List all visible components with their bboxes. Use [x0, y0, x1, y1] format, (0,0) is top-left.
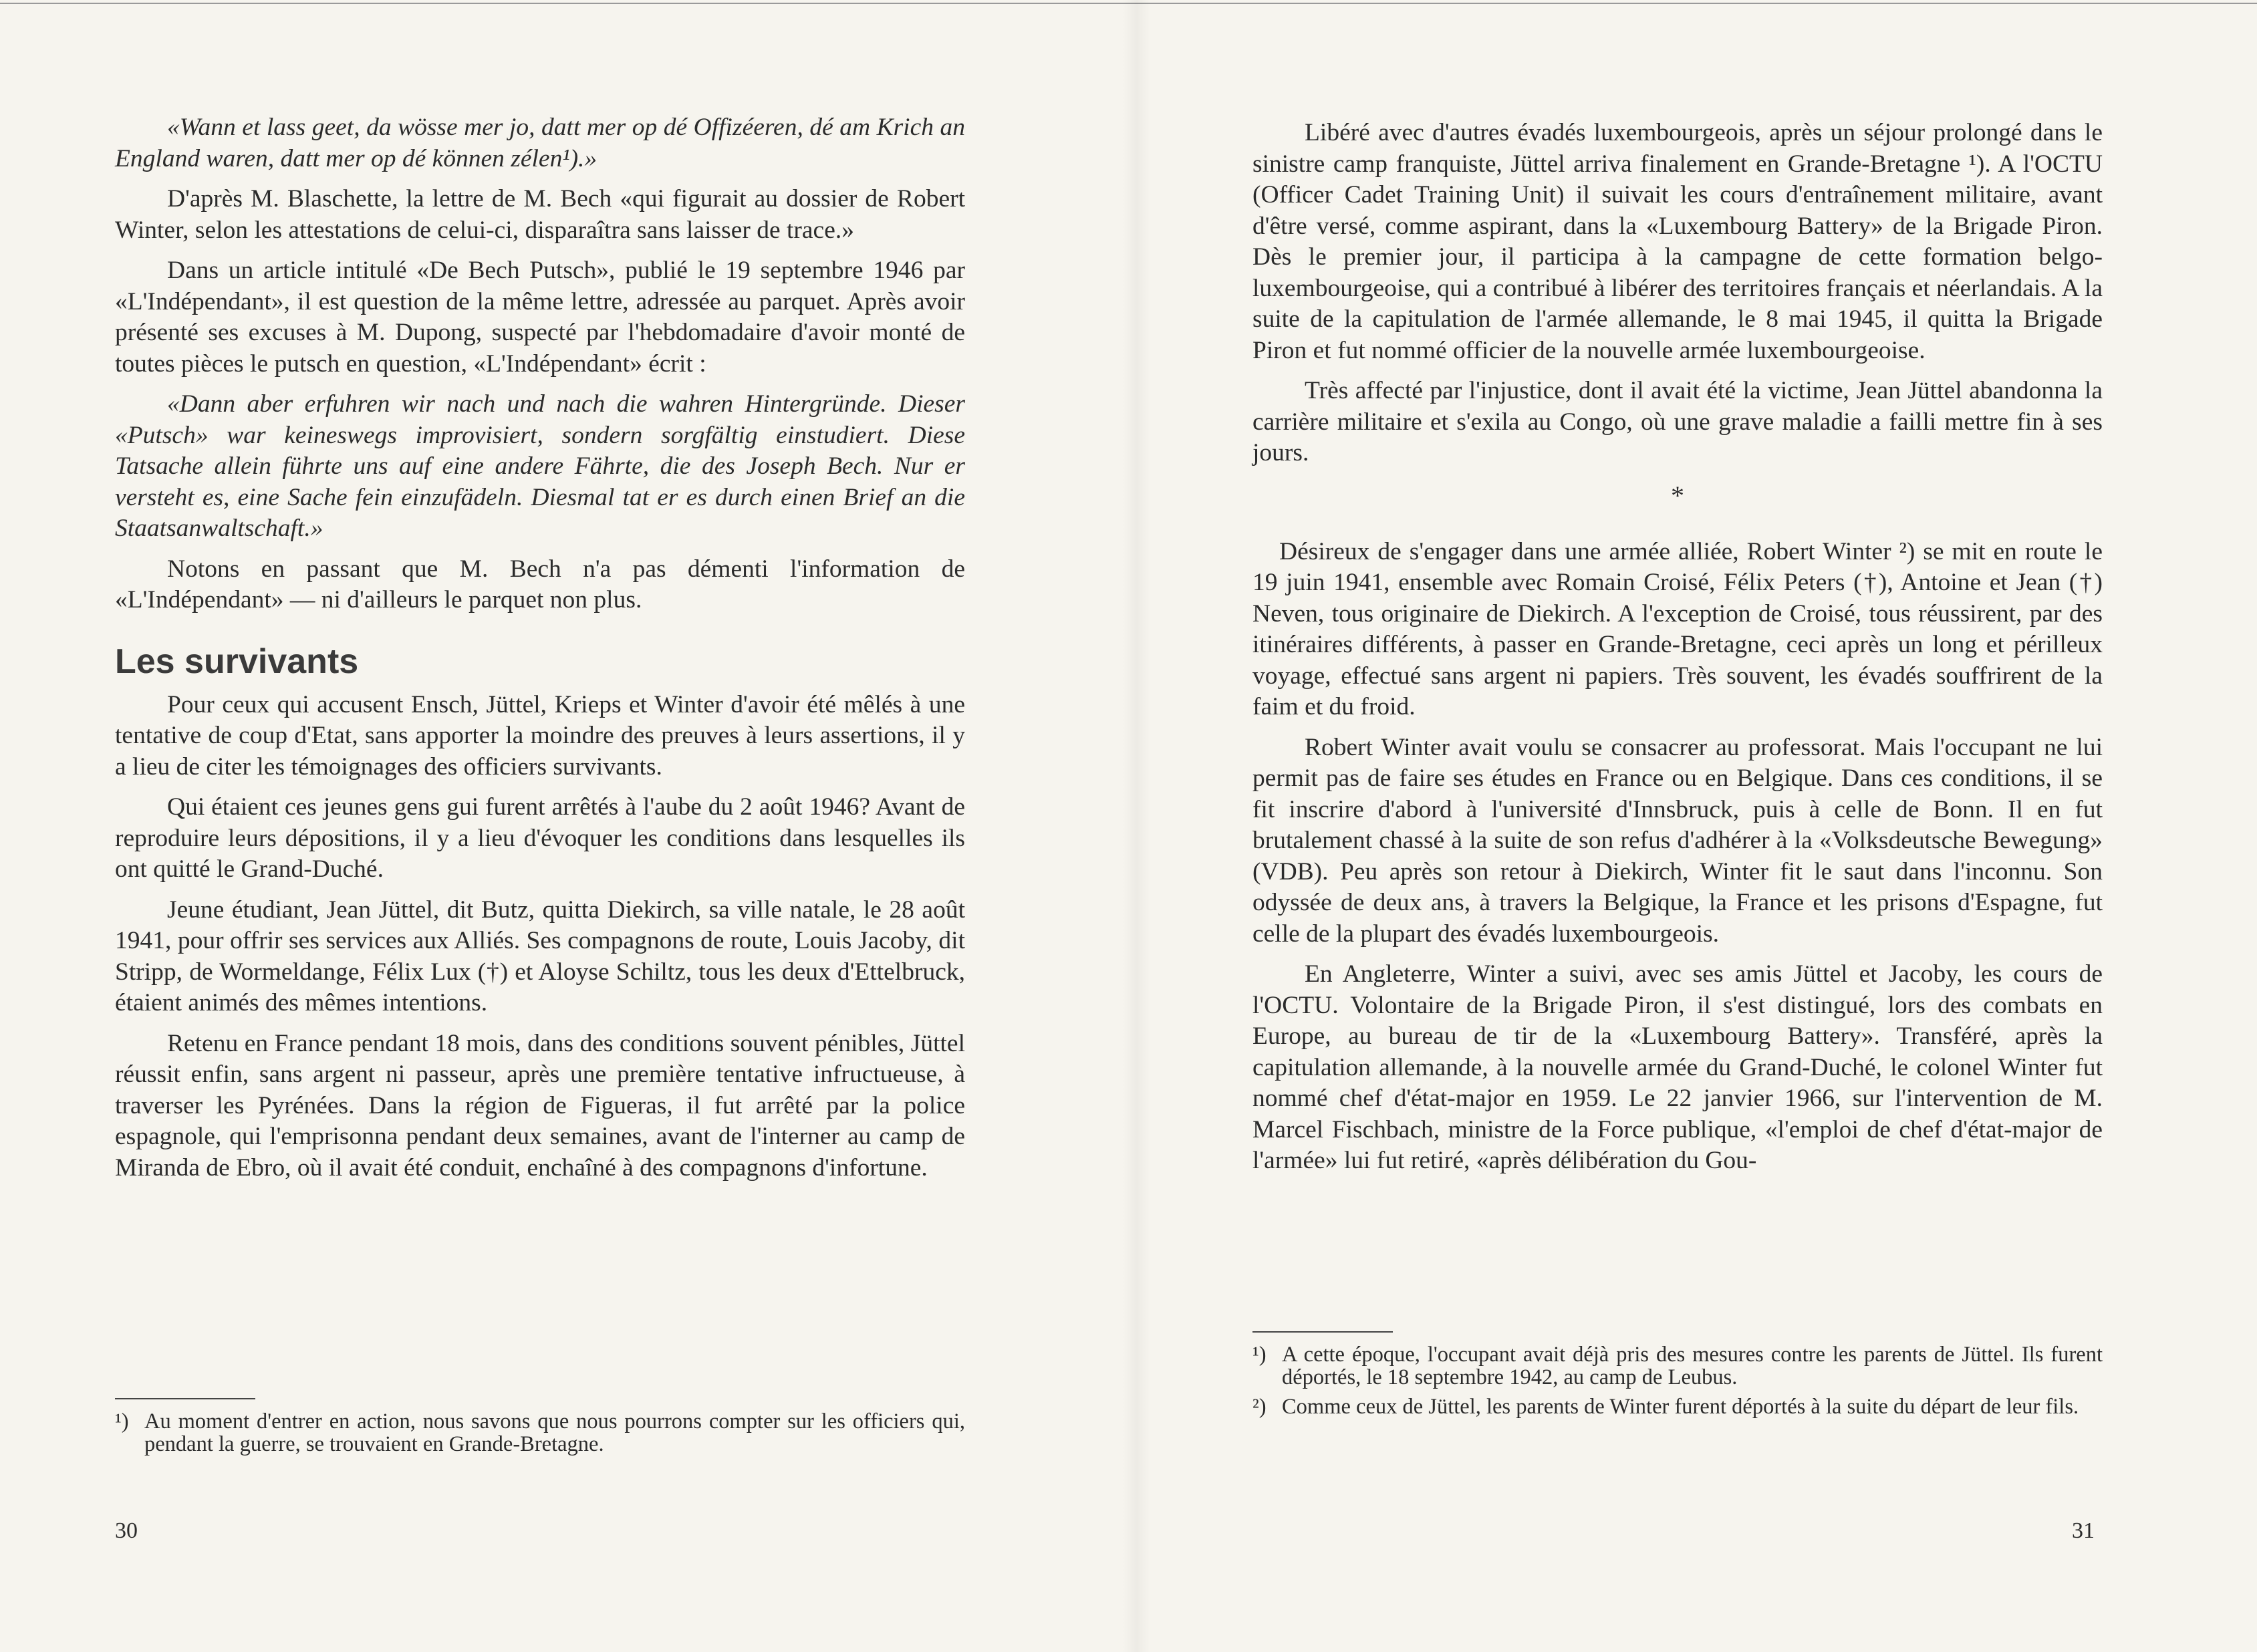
paragraph: Libéré avec d'autres évadés luxembourgeois, après un séjour prolongé dans le sinistre camp franquiste, Jüttel arriva finalement en Grande-Bretagne ¹). A l'OCTU (Officer Cadet Training Unit) il suivait les cours d'entraînement militaire, avant d'être versé, comme aspirant, dans la «Luxembourg Battery» de la Brigade Piron. Dès le premier jour, il participa à la campagne de cette formation belgo-luxembourgeoise, qui a contribué à libérer des territoires français et néerlandais. A la suite de la capitulation de l'armée allemande, le 8 mai 1945, il quitta la Brigade Piron et fut nommé officier de la nouvelle armée luxembourgeoise. [1252, 119, 2103, 364]
paragraph: Pour ceux qui accusent Ensch, Jüttel, Krieps et Winter d'avoir été mêlés à une tentative de coup d'Etat, sans apporter la moindre des preuves à leurs assertions, il y a lieu de citer les témoignages des officiers survivants. [115, 690, 965, 781]
left-page-body [115, 112, 965, 1193]
paragraph: En Angleterre, Winter a suivi, avec ses amis Jüttel et Jacoby, les cours de l'OCTU. Volontaire de la Brigade Piron, il s'est distingué, lors des combats en Europe, au bureau de tir de la «Luxembourg Battery». Transféré, après la capitulation allemande, à la nouvelle armée du Grand-Duché, le colonel Winter fut nommé chef d'état-major en 1959. Le 22 janvier 1966, sur l'intervention de M. Marcel Fischbach, ministre de la Force publique, «l'emploi de chef d'état-major de l'armée» lui fut retiré, «après délibération du Gou- [1252, 960, 2103, 1174]
page-number-right: 31 [2072, 1518, 2095, 1543]
footnote-text: Comme ceux de Jüttel, les parents de Winter furent déportés à la suite du départ de leur fils. [1282, 1395, 2079, 1419]
quote-german: «Dann aber erfuhren wir nach und nach die wahren Hintergründe. Dieser «Putsch» war keineswegs improvisiert, sondern sorgfältig einstudiert. Diese Tatsache allein führte uns auf eine andere Fährte, die des Joseph Bech. Nur er versteht es, eine Sache fein einzufädeln. Diesmal tat er es durch einen Brief an die Staatsanwaltschaft.» [115, 390, 965, 542]
page-number-left: 30 [115, 1518, 138, 1543]
right-footnotes [1252, 1331, 2103, 1425]
footnote-rule [1252, 1331, 1393, 1333]
footnote [1252, 1343, 2103, 1389]
paragraph: Jeune étudiant, Jean Jüttel, dit Butz, quitta Diekirch, sa ville natale, le 28 août 1941, pour offrir ses services aux Alliés. Ses compagnons de route, Louis Jacoby, dit Stripp, de Wormeldange, Félix Lux (†) et Aloyse Schiltz, tous les deux d'Ettelbruck, étaient animés des mêmes intentions. [115, 896, 965, 1016]
paragraph: Robert Winter avait voulu se consacrer au professorat. Mais l'occupant ne lui permit pas de faire ses études en France ou en Belgique. Dans ces conditions, il se fit inscrire d'abord à l'université d'Innsbruck, puis à celle de Bonn. Il en fut brutalement chassé à la suite de son refus d'adhérer à la «Volksdeutsche Bewegung» (VDB). Peu après son retour à Diekirch, Winter fit le saut dans l'inconnu. Son odyssée de deux ans, à travers la Belgique, la France et les prisons d'Espagne, fut celle de la plupart des évadés luxembourgeois. [1252, 733, 2103, 948]
paragraph: Désireux de s'engager dans une armée alliée, Robert Winter ²) se mit en route le 19 juin 1941, ensemble avec Romain Croisé, Félix Peters (†), Antoine et Jean (†) Neven, tous originaire de Diekirch. A l'exception de Croisé, tous réussirent, par des itinéraires différents, à passer en Grande-Bretagne, ceci après un long et périlleux voyage, effectué sans argent ni papiers. Très souvent, les évadés souffrirent de la faim et du froid. [1252, 537, 2103, 720]
footnote-mark: ¹) [1252, 1343, 1267, 1367]
section-separator: * [1671, 480, 1684, 511]
quote-luxembourgish: «Wann et lass geet, da wösse mer jo, datt mer op dé Offizéeren, dé am Krich an England waren, datt mer op dé können zélen¹).» [115, 114, 965, 172]
left-footnotes [115, 1398, 965, 1462]
footnote-text: Au moment d'entrer en action, nous savons que nous pourrons compter sur les officiers qui, pendant la guerre, se trouvaient en Grande-Bretagne. [144, 1409, 965, 1456]
footnote [115, 1410, 965, 1456]
paragraph: Qui étaient ces jeunes gens gui furent arrêtés à l'aube du 2 août 1946? Avant de reproduire leurs dépositions, il y a lieu d'évoquer les conditions dans lesquelles ils ont quitté le Grand-Duché. [115, 793, 965, 883]
paragraph: Dans un article intitulé «De Bech Putsch», publié le 19 septembre 1946 par «L'Indépendant», il est question de la même lettre, adressée au parquet. Après avoir présenté ses excuses à M. Dupong, suspecté par l'hebdomadaire d'avoir monté de toutes pièces le putsch en question, «L'Indépendant» écrit : [115, 257, 965, 378]
paragraph: Notons en passant que M. Bech n'a pas démenti l'information de «L'Indépendant» — ni d'ailleurs le parquet non plus. [115, 555, 965, 613]
section-heading: Les survivants [115, 642, 359, 681]
paragraph: D'après M. Blaschette, la lettre de M. Bech «qui figurait au dossier de Robert Winter, selon les attestations de celui-ci, disparaîtra sans laisser de trace.» [115, 185, 965, 244]
footnote-text: A cette époque, l'occupant avait déjà pris des mesures contre les parents de Jüttel. Ils furent déportés, le 18 septembre 1942, au camp de Leubus. [1282, 1343, 2103, 1389]
book-gutter [1123, 0, 1150, 1652]
footnote-rule [115, 1398, 255, 1399]
paragraph: Retenu en France pendant 18 mois, dans des conditions souvent pénibles, Jüttel réussit enfin, sans argent ni passeur, après une première tentative infructueuse, à traverser les Pyrénées. Dans la région de Figueras, il fut arrêté par la police espagnole, qui l'emprisonna pendant deux semaines, avant de l'interner au camp de Miranda de Ebro, où il avait été conduit, enchaîné à des compagnons d'infortune. [115, 1029, 965, 1182]
footnote-mark: ²) [1252, 1395, 1267, 1419]
paragraph: Très affecté par l'injustice, dont il avait été la victime, Jean Jüttel abandonna la carrière militaire et s'exila au Congo, où une grave maladie a failli mettre fin à ses jours. [1252, 377, 2103, 466]
footnote [1252, 1395, 2103, 1418]
right-page-body [1252, 118, 2103, 1186]
footnote-mark: ¹) [115, 1409, 129, 1433]
